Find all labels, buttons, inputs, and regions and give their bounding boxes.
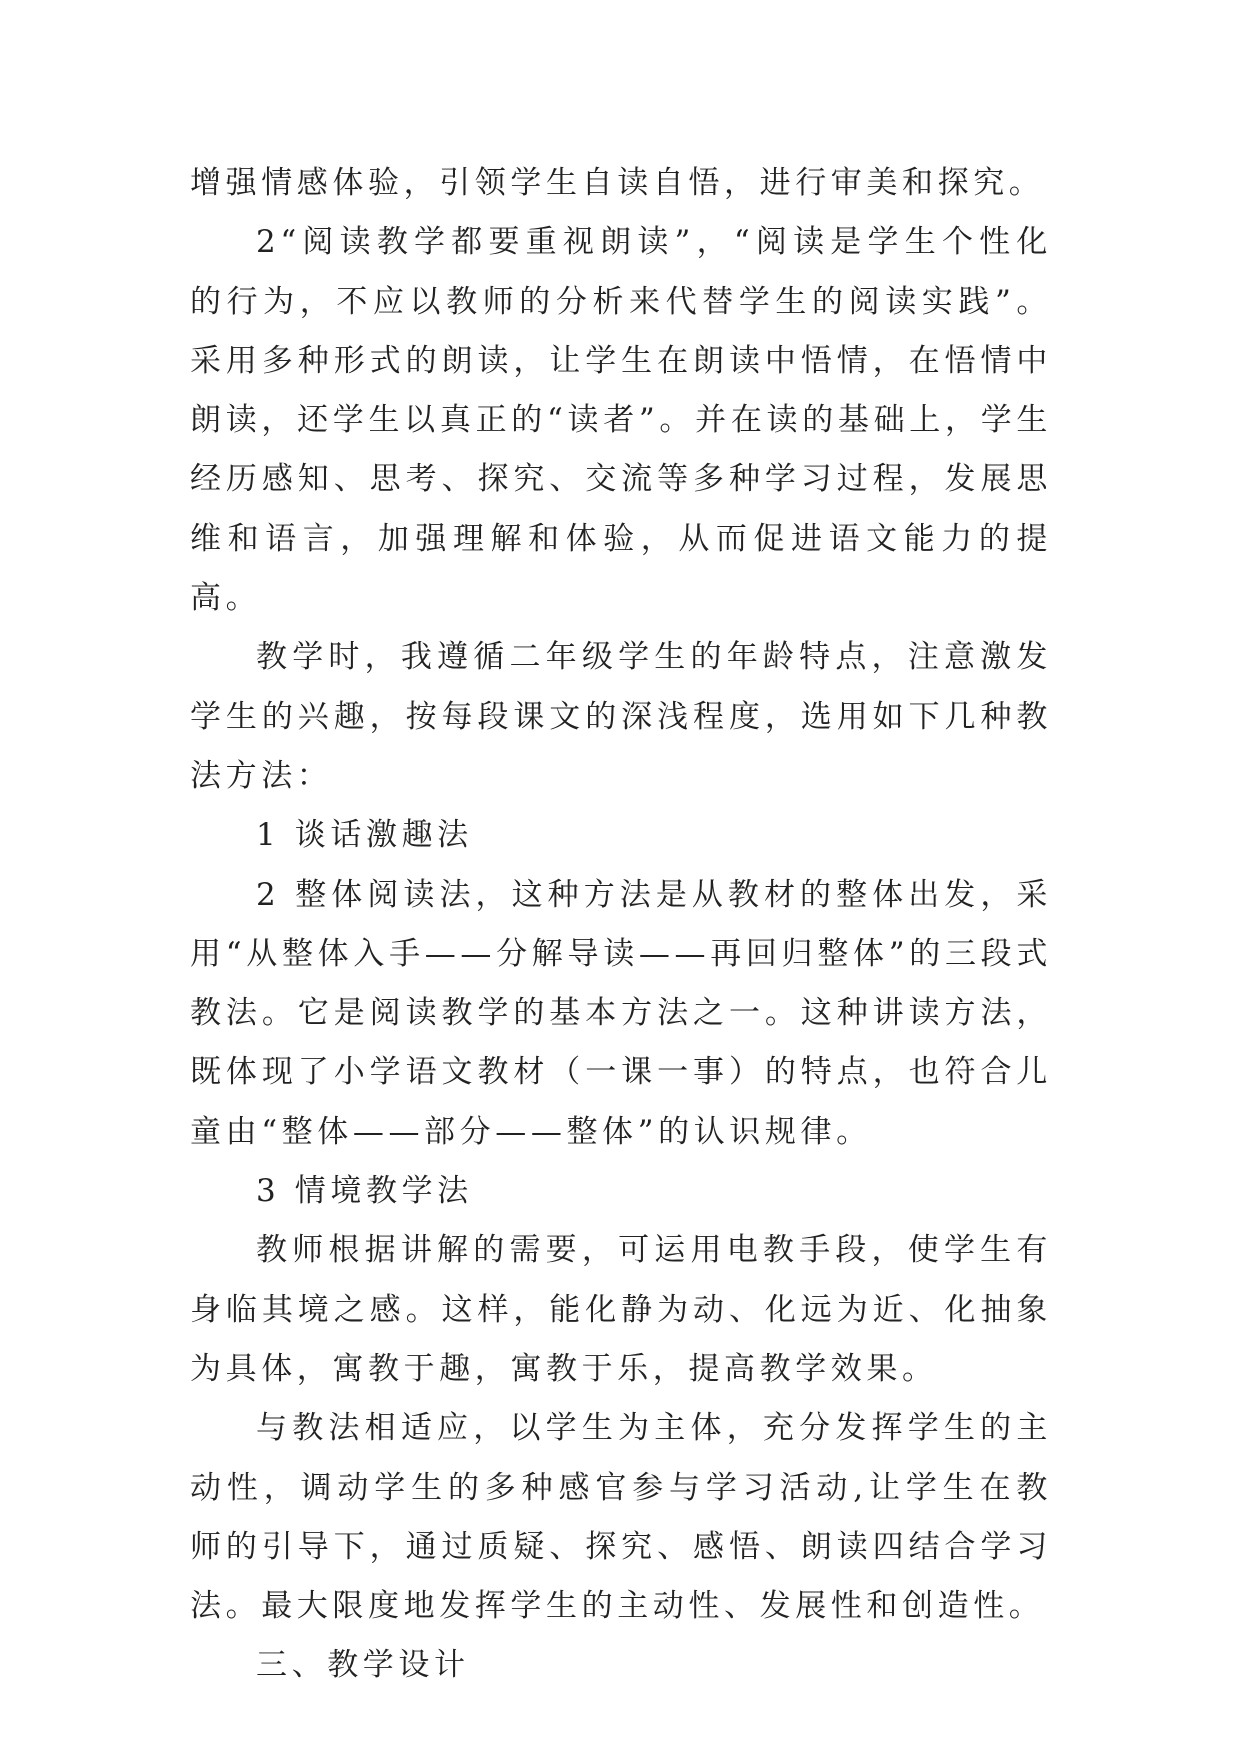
method-heading: 1 谈话激趣法	[256, 817, 473, 854]
paragraph: 教学时，我遵循二年级学生的年龄特点，注意激发学生的兴趣，按每段课文的深浅程度，选用如下几种教法方法：	[190, 639, 1052, 794]
section-heading: 三、教学设计	[256, 1647, 470, 1684]
document-body	[190, 154, 1052, 1696]
paragraph: 2 整体阅读法，这种方法是从教材的整体出发，采用“从整体入手——分解导读——再回归整体”的三段式教法。它是阅读教学的基本方法之一。这种讲读方法，既体现了小学语文教材（一课一事）的特点，也符合儿童由“整体——部分——整体”的认识规律。	[190, 876, 1052, 1150]
paragraph: 增强情感体验，引领学生自读自悟，进行审美和探究。	[190, 165, 1045, 201]
paragraph: 与教法相适应，以学生为主体，充分发挥学生的主动性，调动学生的多种感官参与学习活动,让学生在教师的引导下，通过质疑、探究、感悟、朗读四结合学习法。最大限度地发挥学生的主动性、发展性和创造性。	[190, 1410, 1052, 1625]
paragraph: 教师根据讲解的需要，可运用电教手段，使学生有身临其境之感。这样，能化静为动、化远为近、化抽象为具体，寓教于趣，寓教于乐，提高教学效果。	[190, 1232, 1052, 1387]
method-heading: 3 情境教学法	[256, 1173, 473, 1210]
paragraph: 2“阅读教学都要重视朗读”，“阅读是学生个性化的行为，不应以教师的分析来代替学生的阅读实践”。采用多种形式的朗读，让学生在朗读中悟情，在悟情中朗读，还学生以真正的“读者”。并在读的基础上，学生经历感知、思考、探究、交流等多种学习过程，发展思维和语言，加强理解和体验，从而促进语文能力的提高。	[190, 224, 1052, 617]
